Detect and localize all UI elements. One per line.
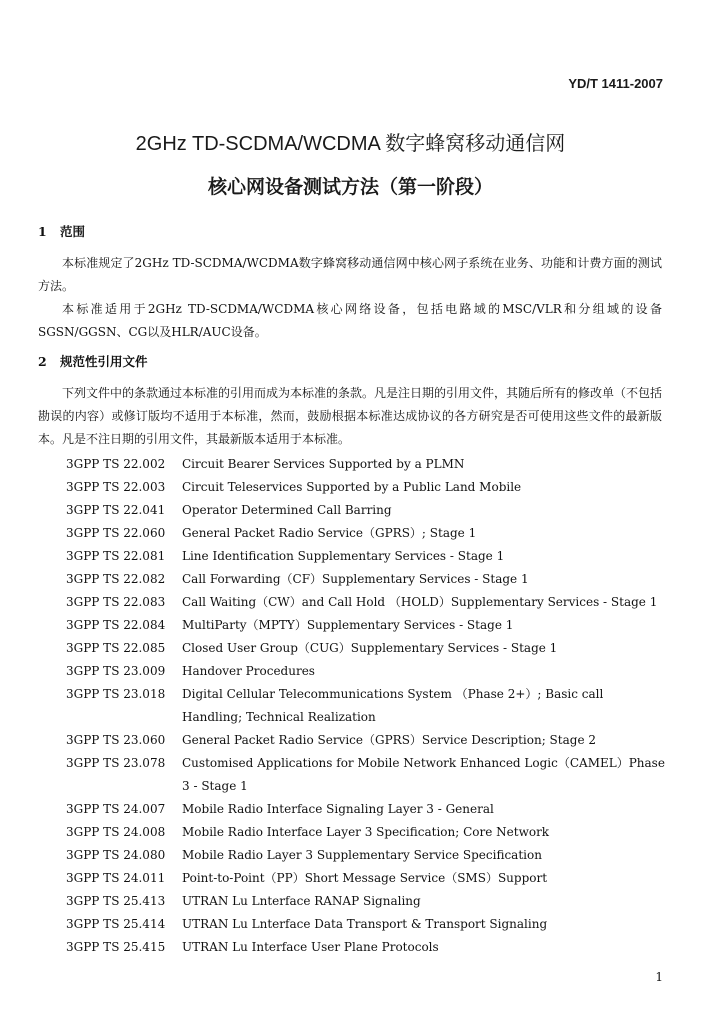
reference-title: Mobile Radio Interface Signaling Layer 3 - General [182, 802, 494, 816]
reference-title: Call Forwarding（CF）Supplementary Services - Stage 1 [182, 572, 529, 586]
reference-id: 3GPP TS 24.007 [66, 802, 166, 816]
reference-id: 3GPP TS 22.084 [66, 618, 166, 632]
section1-paragraph-2: 本标准适用于2GHz TD-SCDMA/WCDMA核心网络设备，包括电路域的MSC/VLR和分组域的设备SGSN/GGSN、CG以及HLR/AUC设备。 [38, 302, 662, 339]
reference-id: 3GPP TS 23.078 [66, 756, 166, 770]
document-title-line2: 核心网设备测试方法（第一阶段） [207, 177, 493, 198]
reference-title: Line Identification Supplementary Services - Stage 1 [182, 549, 505, 563]
section1-title: 范围 [60, 224, 86, 239]
reference-id: 3GPP TS 22.082 [66, 572, 166, 586]
reference-id: 3GPP TS 23.018 [66, 687, 166, 701]
reference-title: UTRAN Lu Lnterface RANAP Signaling [182, 894, 421, 908]
standard-code: YD/T 1411-2007 [568, 76, 663, 91]
reference-title: Operator Determined Call Barring [182, 503, 392, 517]
section2-body [38, 382, 662, 451]
reference-title: MultiParty（MPTY）Supplementary Services - Stage 1 [182, 618, 514, 632]
reference-id: 3GPP TS 22.083 [66, 595, 166, 609]
section2-number: 2 [38, 354, 47, 369]
reference-title: Customised Applications for Mobile Network Enhanced Logic（CAMEL）Phase 3 - Stage 1 [182, 756, 665, 793]
reference-title: UTRAN Lu Interface User Plane Protocols [182, 940, 439, 954]
reference-title: Circuit Teleservices Supported by a Public Land Mobile [182, 480, 522, 494]
section1-body [38, 252, 662, 344]
reference-id: 3GPP TS 25.414 [66, 917, 166, 931]
reference-title: UTRAN Lu Lnterface Data Transport & Transport Signaling [182, 917, 548, 931]
reference-id: 3GPP TS 22.003 [66, 480, 166, 494]
reference-id: 3GPP TS 22.041 [66, 503, 166, 517]
section1-paragraph-1: 本标准规定了2GHz TD-SCDMA/WCDMA数字蜂窝移动通信网中核心网子系统在业务、功能和计费方面的测试方法。 [38, 256, 662, 293]
reference-title: Circuit Bearer Services Supported by a PLMN [182, 457, 465, 471]
reference-id: 3GPP TS 24.080 [66, 848, 166, 862]
reference-id: 3GPP TS 23.060 [66, 733, 166, 747]
reference-id: 3GPP TS 25.413 [66, 894, 166, 908]
reference-id: 3GPP TS 24.008 [66, 825, 166, 839]
reference-title: Handover Procedures [182, 664, 315, 678]
reference-id: 3GPP TS 24.011 [66, 871, 166, 885]
section1-number: 1 [38, 224, 47, 239]
section2-intro: 下列文件中的条款通过本标准的引用而成为本标准的条款。凡是注日期的引用文件，其随后所有的修改单（不包括勘误的内容）或修订版均不适用于本标准，然而，鼓励根据本标准达成协议的各方研究是否可使用这些文件的最新版本。凡是不注日期的引用文件，其最新版本适用于本标准。 [38, 386, 663, 446]
section2-heading [38, 352, 148, 370]
reference-title: Mobile Radio Interface Layer 3 Specification; Core Network [182, 825, 550, 839]
page-number: 1 [655, 970, 663, 984]
reference-id: 3GPP TS 23.009 [66, 664, 166, 678]
reference-title: Point-to-Point（PP）Short Message Service（SMS）Support [182, 871, 548, 885]
reference-id: 3GPP TS 22.060 [66, 526, 166, 540]
reference-list [66, 453, 666, 959]
reference-title: Closed User Group（CUG）Supplementary Services - Stage 1 [182, 641, 558, 655]
reference-title: Digital Cellular Telecommunications System （Phase 2+）; Basic call Handling; Technical Realization [182, 687, 604, 724]
section2-title: 规范性引用文件 [60, 354, 148, 369]
reference-title: Mobile Radio Layer 3 Supplementary Service Specification [182, 848, 542, 862]
reference-id: 3GPP TS 22.085 [66, 641, 166, 655]
reference-id: 3GPP TS 25.415 [66, 940, 166, 954]
reference-id: 3GPP TS 22.002 [66, 457, 166, 471]
reference-id: 3GPP TS 22.081 [66, 549, 166, 563]
reference-title: Call Waiting（CW）and Call Hold （HOLD）Supplementary Services - Stage 1 [182, 595, 658, 609]
reference-title: General Packet Radio Service（GPRS）; Stage 1 [182, 526, 477, 540]
reference-title: General Packet Radio Service（GPRS）Service Description; Stage 2 [182, 733, 596, 747]
document-title-line1: 2GHz TD-SCDMA/WCDMA 数字蜂窝移动通信网 [135, 133, 566, 155]
section1-heading [38, 222, 85, 240]
